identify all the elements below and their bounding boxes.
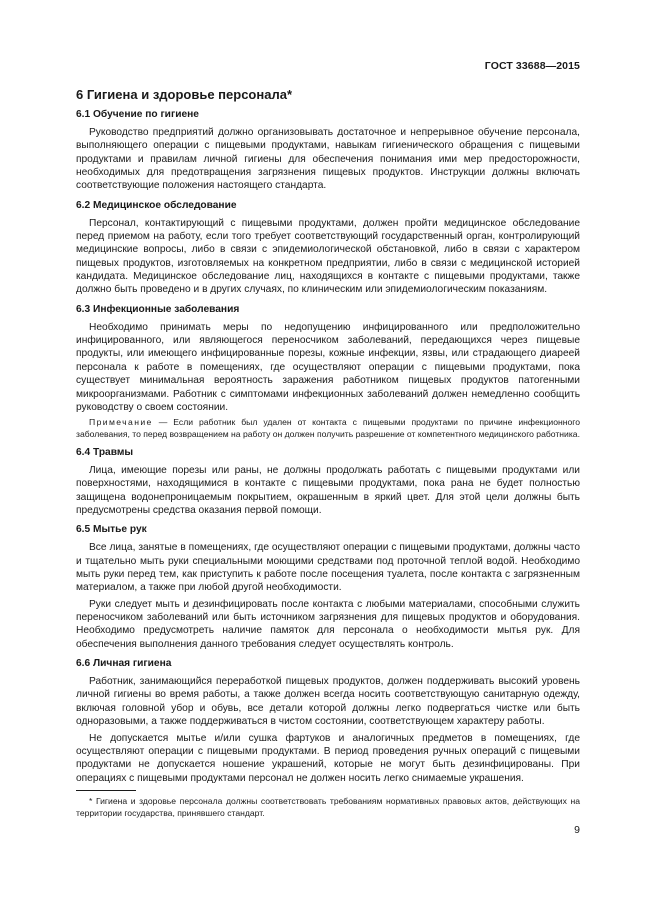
- paragraph: Лица, имеющие порезы или раны, не должны продолжать работать с пищевыми продуктами или поверхностями, находящимися в контакте с пищевыми продуктами, пока рана не будет полностью защищена водонепроницаемым покрытием, окрашенным в яркий цвет. Для этой цели должны быть предусмотрены средства оказания первой помощи.: [76, 465, 580, 517]
- subsection-6-6: [76, 657, 580, 785]
- subsection-heading: 6.1 Обучение по гигиене: [76, 109, 199, 120]
- paragraph: Персонал, контактирующий с пищевыми продуктами, должен пройти медицинское обследование перед приемом на работу, если того требует соответствующий государственный орган, контролирующий медицинские вопросы, либо в связи с эпидемиологической обстановкой, либо в связи с характером пищевых продуктов, изготовляемых на конкретном предприятии, либо в связи с медицинской историей кандидата. Медицинское обследование лиц, находящихся в контакте с пищевыми продуктами, также должно быть проведено и в других случаях, по клиническим или эпидемиологическим показаниям.: [76, 217, 580, 296]
- subsection-heading: 6.2 Медицинское обследование: [76, 199, 237, 211]
- document-body: [76, 108, 580, 791]
- paragraph: Руководство предприятий должно организовывать достаточное и непрерывное обучение персонала, выполняющего операции с пищевыми продуктами, навыкам гигиенического обращения с пищевыми продуктами и правилам личной гигиены для обеспечения понимания ими мер предосторожности, необходимых для предотвращения загрязнения пищевых продуктов. Инструкции должны включать соответствующие положения настоящего стандарта.: [76, 127, 580, 192]
- note: [76, 417, 580, 440]
- paragraph: Не допускается мытье и/или сушка фартуков и аналогичных предметов в помещениях, где осуществляют операции с пищевыми продуктами. В период проведения ручных операций с пищевыми продуктами не допускается ношение украшений, которые не могут быть дезинфицированы. При операциях с пищевыми продуктами персонал не должен носить легко снимаемые украшения.: [76, 732, 580, 784]
- document-standard-number: ГОСТ 33688—2015: [484, 60, 580, 72]
- paragraph: Необходимо принимать меры по недопущению инфицированного или предположительно инфицированного, или являющегося переносчиком заболеваний, передающихся через пищевые продукты, или имеющего инфицированные порезы, кожные инфекции, язвы, или страдающего диареей персонала к работе в помещениях, где осуществляют операции с пищевыми продуктами, пока существует минимальная вероятность заражения работником пищевых продуктов патогенными микроорганизмами. Работник с симптомами инфекционных заболеваний должен немедленно сообщить руководству о своем состоянии.: [76, 321, 580, 413]
- subsection-6-5: [76, 523, 580, 651]
- subsection-heading: 6.4 Травмы: [76, 447, 134, 458]
- subsection-6-1: [76, 108, 580, 193]
- subsection-heading: 6.6 Личная гигиена: [76, 658, 172, 670]
- subsection-heading: 6.3 Инфекционные заболевания: [76, 303, 240, 315]
- paragraph: Руки следует мыть и дезинфицировать после контакта с любыми материалами, способными служить переносчиком заболеваний или быть источником загрязнения для пищевых продуктов и оборудования. Необходимо предусмотреть наличие памяток для персонала о необходимости мытья рук. Для обеспечения выполнения данного требования следует осуществлять контроль.: [76, 598, 580, 650]
- page-number: 9: [574, 824, 580, 836]
- note-label: Примечание: [89, 417, 153, 428]
- subsection-heading: 6.5 Мытье рук: [76, 524, 147, 536]
- paragraph: Все лица, занятые в помещениях, где осуществляют операции с пищевыми продуктами, должны часто и тщательно мыть руки специальными моющими средствами под проточной теплой водой. Необходимо мыть руки перед тем, как приступить к работе после посещения туалета, после контакта с загрязненным материалом, а также при любой другой необходимости.: [76, 542, 580, 594]
- paragraph: Работник, занимающийся переработкой пищевых продуктов, должен поддерживать высокий уровень личной гигиены во время работы, а также должен всегда носить соответствующую санитарную одежду, включая головной убор и обувь, все детали которой должны легко подвергаться чистке или быть одноразовыми, а также поддерживаться в чистом состоянии, соответствующем характеру работы.: [76, 676, 580, 728]
- section-title: 6 Гигиена и здоровье персонала*: [76, 87, 292, 102]
- footnote-divider: [76, 790, 136, 791]
- subsection-6-3: [76, 303, 580, 440]
- subsection-6-2: [76, 199, 580, 297]
- subsection-6-4: [76, 446, 580, 517]
- note-text: — Если работник был удален от контакта с пищевыми продуктами по причине инфекционного заболевания, то перед возвращением на работу он должен получить разрешение от компетентного медицинского работника.: [76, 417, 580, 439]
- footnote: * Гигиена и здоровье персонала должны соответствовать требованиям нормативных правовых актов, действующих на территории государства, принявшего стандарт.: [76, 796, 580, 818]
